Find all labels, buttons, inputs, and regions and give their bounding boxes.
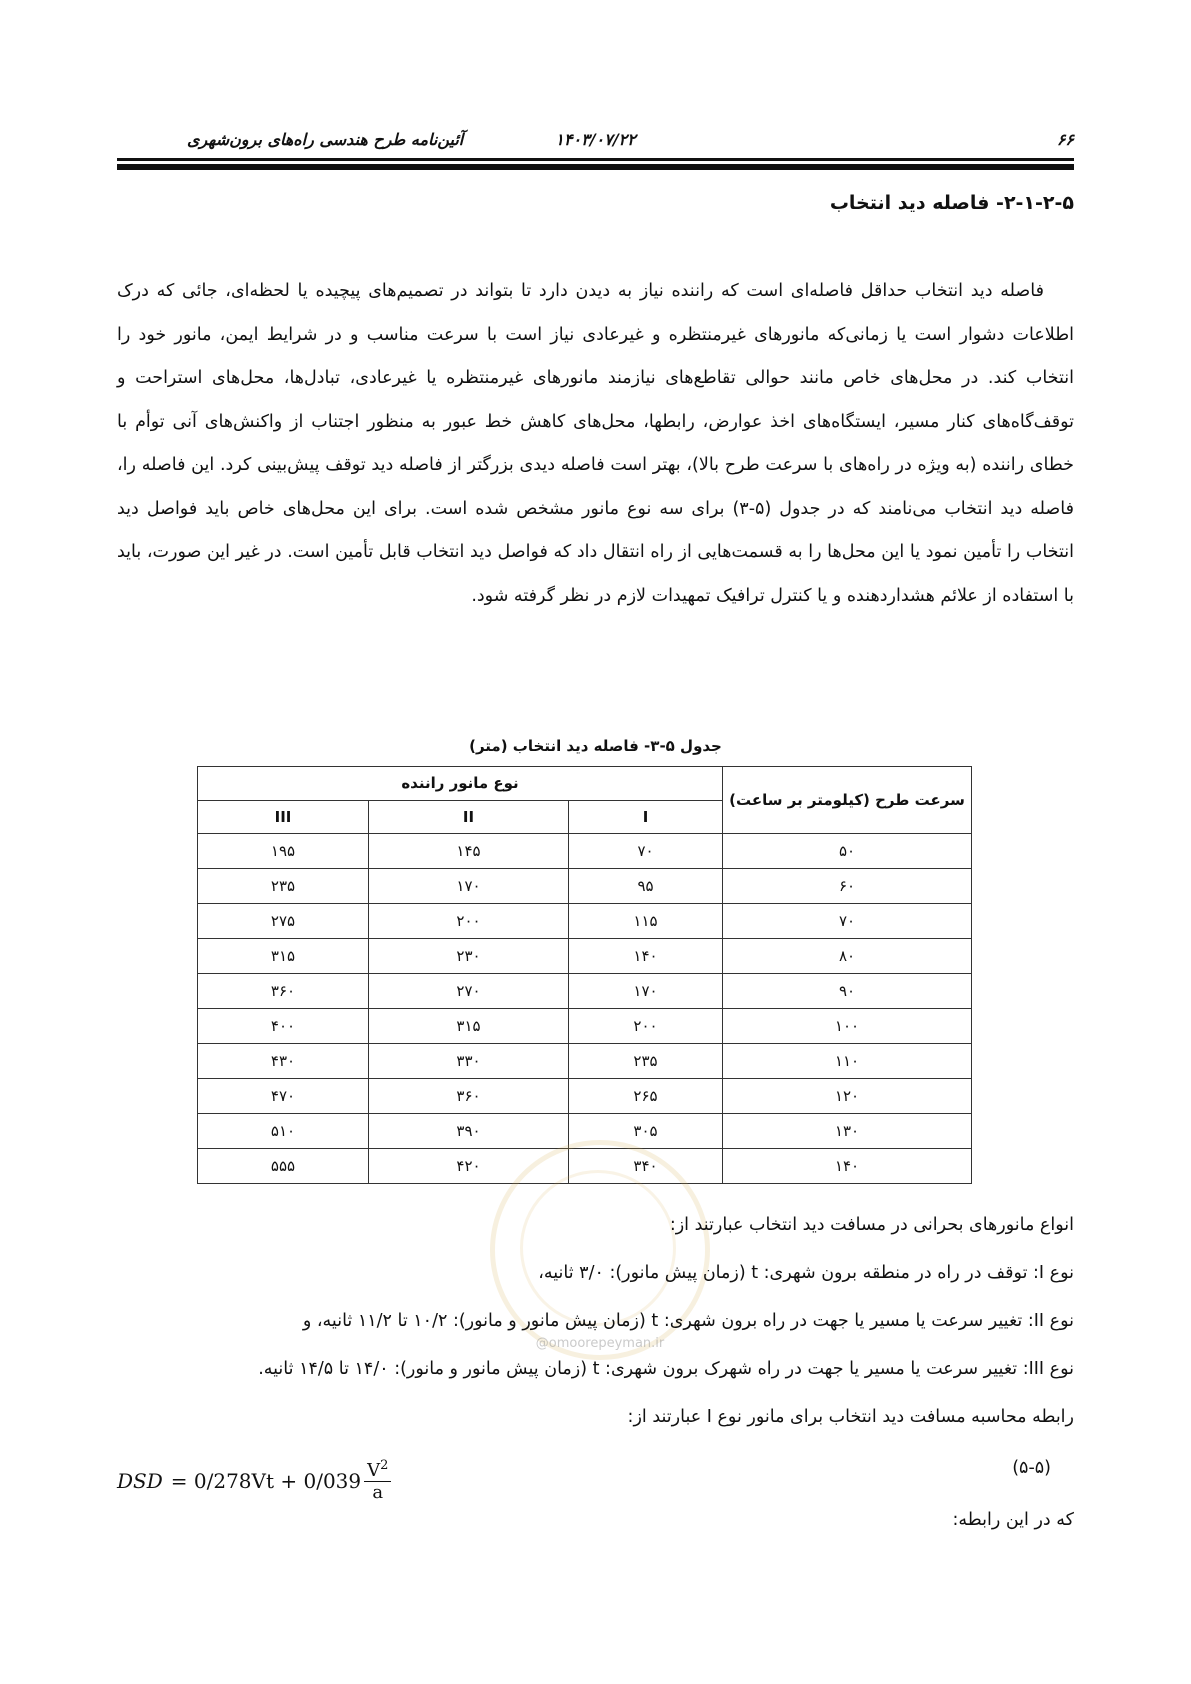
formula-exponent: 2 — [380, 1458, 389, 1473]
page-header — [117, 130, 1074, 152]
watermark-text: @omoorepeyman.ir — [535, 1336, 665, 1351]
cell-III: ۵۱۰ — [198, 1114, 369, 1149]
table-row — [198, 1044, 972, 1079]
cell-II: ۲۰۰ — [369, 904, 569, 939]
cell-II: ۳۱۵ — [369, 1009, 569, 1044]
cell-III: ۱۹۵ — [198, 834, 369, 869]
maneuver-type-1: نوع I: توقف در راه در منطقه برون شهری: t (زمان پیش مانور): ۳/۰ ثانیه، — [538, 1263, 1074, 1283]
formula-lhs: DSD — [117, 1468, 163, 1493]
cell-II: ۳۹۰ — [369, 1114, 569, 1149]
cell-I: ۳۴۰ — [569, 1149, 723, 1184]
col-header-II: II — [369, 800, 569, 834]
cell-III: ۳۶۰ — [198, 974, 369, 1009]
cell-speed: ۱۴۰ — [723, 1149, 972, 1184]
cell-III: ۴۷۰ — [198, 1079, 369, 1114]
cell-speed: ۷۰ — [723, 904, 972, 939]
cell-III: ۴۳۰ — [198, 1044, 369, 1079]
cell-II: ۲۳۰ — [369, 939, 569, 974]
table-row — [198, 1079, 972, 1114]
cell-speed: ۹۰ — [723, 974, 972, 1009]
maneuver-type-2: نوع II: تغییر سرعت یا مسیر یا جهت در راه برون شهری: t (زمان پیش مانور و مانور): ۱۰/۲ تا ۱۱/۲ ثانیه، و — [302, 1311, 1074, 1331]
cell-II: ۳۳۰ — [369, 1044, 569, 1079]
cell-I: ۲۳۵ — [569, 1044, 723, 1079]
table-row — [198, 904, 972, 939]
header-title: آئین‌نامه طرح هندسی راه‌های برون‌شهری — [187, 130, 464, 149]
table-row — [198, 974, 972, 1009]
col-header-I: I — [569, 800, 723, 834]
table-row — [198, 869, 972, 904]
formula-fraction — [364, 1458, 391, 1503]
equation-number: (۵-۵) — [1012, 1458, 1051, 1478]
maneuver-type-3: نوع III: تغییر سرعت یا مسیر یا جهت در راه شهرک برون شهری: t (زمان پیش مانور و مانور): ۱۴/۰ تا ۱۴/۵ ثانیه. — [258, 1359, 1074, 1379]
cell-I: ۲۶۵ — [569, 1079, 723, 1114]
cell-II: ۲۷۰ — [369, 974, 569, 1009]
cell-I: ۷۰ — [569, 834, 723, 869]
table-row — [198, 834, 972, 869]
formula-body: = 0/278Vt + 0/039 — [170, 1468, 362, 1493]
body-paragraph — [117, 270, 1074, 618]
cell-speed: ۶۰ — [723, 869, 972, 904]
speed-header: سرعت طرح (کیلومتر بر ساعت) — [723, 767, 972, 834]
cell-II: ۱۴۵ — [369, 834, 569, 869]
header-rule-thick — [117, 164, 1074, 170]
cell-III: ۲۷۵ — [198, 904, 369, 939]
cell-II: ۴۲۰ — [369, 1149, 569, 1184]
header-rule-thin — [117, 158, 1074, 161]
formula-num-v: V — [367, 1460, 381, 1481]
cell-I: ۱۱۵ — [569, 904, 723, 939]
cell-III: ۴۰۰ — [198, 1009, 369, 1044]
col-header-III: III — [198, 800, 369, 834]
cell-speed: ۱۱۰ — [723, 1044, 972, 1079]
formula-denominator: a — [372, 1482, 384, 1503]
table-row — [198, 939, 972, 974]
maneuver-group-header: نوع مانور راننده — [198, 767, 723, 801]
cell-I: ۱۴۰ — [569, 939, 723, 974]
page-number: ۶۶ — [1056, 130, 1074, 149]
cell-I: ۲۰۰ — [569, 1009, 723, 1044]
cell-II: ۱۷۰ — [369, 869, 569, 904]
section-heading: ۲-۱-۲-۵- فاصله دید انتخاب — [829, 192, 1074, 214]
dsd-formula — [117, 1458, 391, 1503]
paragraph-text: فاصله دید انتخاب حداقل فاصله‌ای است که راننده نیاز به دیدن دارد تا بتواند در تصمیم‌های پیچیده یا لحظه‌ای، جائی که درک اطلاعات دشوار است یا زمانی‌که مانورهای غیرمنتظره و غیرعادی نیاز است با سرعت مناسب و در شرایط ایمن، مانور خود را انتخاب کند. در محل‌های خاص مانند حوالی تقاطع‌های نیازمند مانورهای غیرمنتظره یا غیرعادی، تبادل‌ها، محل‌های استراحت و توقف‌گاه‌های کنار مسیر، ایستگاه‌های اخذ عوارض، رابطها، محل‌های کاهش خط عبور به منظور اجتناب از واکنش‌های آنی توأم با خطای راننده (به ویژه در راه‌های با سرعت طرح بالا)، بهتر است فاصله دیدی بزرگتر از فاصله دید توقف پیش‌بینی کرد. این فاصله را، فاصله دید انتخاب می‌نامند که در جدول (۵-۳) برای سه نوع مانور مشخص شده است. برای این محل‌های خاص باید فواصل دید انتخاب را تأمین نمود یا این محل‌ها را به قسمت‌هایی از راه انتقال داد که فواصل دید انتخاب قابل تأمین است. در غیر این صورت، باید با استفاده از علائم هشداردهنده و یا کنترل ترافیک تمهیدات لازم در نظر گرفته شود. — [117, 281, 1074, 606]
formula-numerator — [364, 1458, 391, 1482]
relation-text: رابطه محاسبه مسافت دید انتخاب برای مانور نوع I عبارتند از: — [627, 1407, 1074, 1427]
cell-I: ۳۰۵ — [569, 1114, 723, 1149]
sight-distance-table — [197, 766, 972, 1184]
cell-II: ۳۶۰ — [369, 1079, 569, 1114]
cell-III: ۵۵۵ — [198, 1149, 369, 1184]
cell-I: ۹۵ — [569, 869, 723, 904]
cell-speed: ۵۰ — [723, 834, 972, 869]
cell-III: ۳۱۵ — [198, 939, 369, 974]
cell-III: ۲۳۵ — [198, 869, 369, 904]
cell-speed: ۱۰۰ — [723, 1009, 972, 1044]
header-date: ۱۴۰۳/۰۷/۲۲ — [555, 130, 636, 149]
cell-speed: ۱۲۰ — [723, 1079, 972, 1114]
cell-I: ۱۷۰ — [569, 974, 723, 1009]
table-caption: جدول ۵-۳- فاصله دید انتخاب (متر) — [469, 737, 722, 755]
maneuver-intro: انواع مانورهای بحرانی در مسافت دید انتخاب عبارتند از: — [669, 1215, 1074, 1235]
cell-speed: ۸۰ — [723, 939, 972, 974]
table-row — [198, 1009, 972, 1044]
closing-text: که در این رابطه: — [952, 1510, 1074, 1530]
watermark-logo-inner — [520, 1170, 676, 1326]
cell-speed: ۱۳۰ — [723, 1114, 972, 1149]
